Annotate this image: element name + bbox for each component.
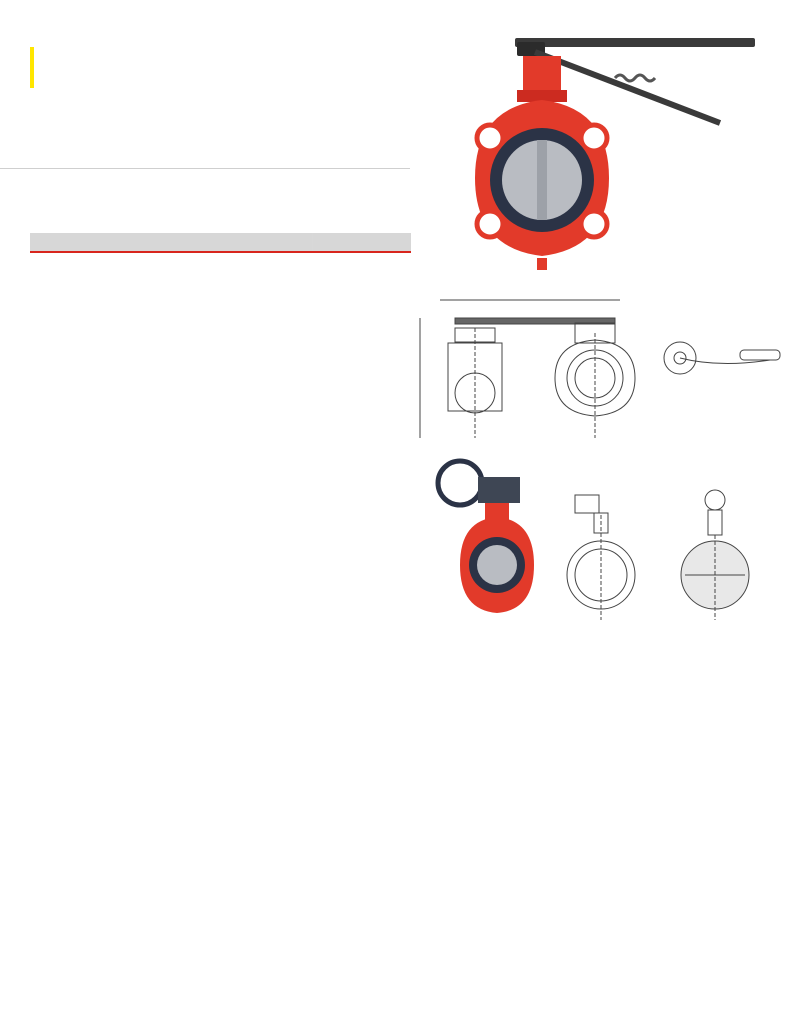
materials-table bbox=[30, 233, 411, 253]
col-standard bbox=[215, 233, 313, 252]
handwheel bbox=[438, 461, 482, 505]
gear-front-box bbox=[575, 495, 599, 513]
technical-drawings-handle-type bbox=[410, 288, 794, 453]
body-lug-hole bbox=[477, 125, 503, 151]
top-handle bbox=[680, 358, 770, 364]
col-no bbox=[30, 233, 122, 252]
gear-operated-valve-photo bbox=[430, 455, 548, 625]
body-lug-hole bbox=[581, 211, 607, 237]
col-part bbox=[122, 233, 214, 252]
top-handle-grip bbox=[740, 350, 780, 360]
product-model-title bbox=[30, 50, 34, 86]
technical-drawings-gear-type bbox=[550, 485, 794, 625]
disc-hub bbox=[537, 140, 547, 220]
wafer-butterfly-valve-photo bbox=[455, 28, 765, 276]
gear-side-wheel bbox=[705, 490, 725, 510]
materials-header-row bbox=[30, 233, 411, 252]
handle-spring bbox=[615, 75, 655, 81]
handle-bar bbox=[515, 38, 755, 47]
gear-valve-disc bbox=[477, 545, 517, 585]
gearbox bbox=[478, 477, 520, 503]
body-lug-hole bbox=[477, 211, 503, 237]
model-a bbox=[30, 47, 34, 88]
gear-side-neck bbox=[708, 510, 722, 535]
col-optional bbox=[313, 233, 411, 252]
body-lug-hole bbox=[581, 125, 607, 151]
title-divider bbox=[0, 168, 410, 169]
